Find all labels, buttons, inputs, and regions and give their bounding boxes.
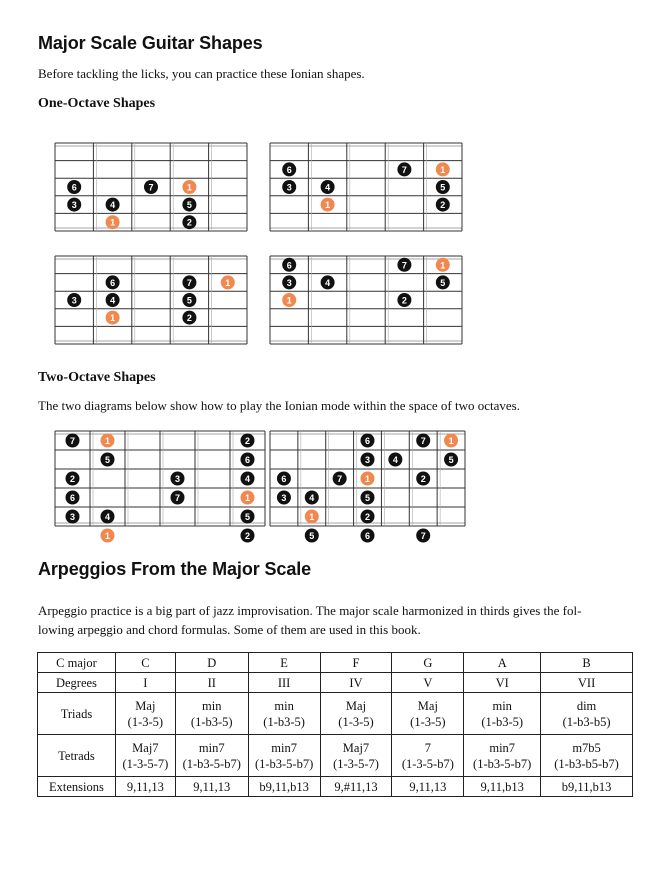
- chord-formula-table: [37, 652, 633, 797]
- table-cell: [320, 693, 392, 735]
- note-degree-label: 2: [420, 474, 426, 484]
- scale-note-dot: [282, 258, 296, 272]
- root-note-dot: [101, 434, 115, 448]
- table-cell: V: [392, 673, 464, 693]
- note-degree-label: 1: [104, 436, 111, 446]
- note-degree-label: 7: [401, 164, 407, 175]
- scale-note-dot: [67, 293, 81, 307]
- note-degree-label: 5: [186, 200, 192, 211]
- chord-formula: (1-b3-b5): [562, 714, 611, 729]
- table-cell: [320, 735, 392, 777]
- scale-note-dot: [416, 472, 430, 486]
- chord-formula: (1-3-5): [127, 714, 164, 729]
- table-cell: [464, 693, 541, 735]
- table-row-tetrads: [38, 735, 633, 777]
- scale-note-dot: [436, 180, 450, 194]
- two-octave-diagram-1: [55, 431, 265, 543]
- note-degree-label: 3: [174, 474, 181, 484]
- note-degree-label: 6: [71, 182, 77, 193]
- note-degree-label: 6: [244, 455, 251, 465]
- scale-note-dot: [361, 510, 375, 524]
- scale-note-dot: [66, 491, 80, 505]
- table-cell: [175, 693, 248, 735]
- two-octave-intro-text: The two diagrams below show how to play the Ionian mode within the space of two octaves.: [38, 398, 520, 413]
- chord-quality: Maj: [135, 698, 156, 713]
- table-cell: [175, 735, 248, 777]
- scale-note-dot: [182, 275, 196, 289]
- note-degree-label: 1: [309, 512, 315, 522]
- note-degree-label: 1: [225, 277, 231, 288]
- table-cell: [115, 693, 175, 735]
- chord-quality: min: [492, 698, 512, 713]
- chord-quality: dim: [576, 698, 597, 713]
- note-degree-label: 3: [69, 512, 76, 522]
- table-cell: [248, 693, 320, 735]
- table-cell: 9,#11,13: [320, 777, 392, 797]
- scale-note-dot: [241, 510, 255, 524]
- table-cell: [248, 735, 320, 777]
- note-degree-label: 5: [104, 455, 111, 465]
- note-degree-label: 5: [309, 531, 315, 541]
- scale-note-dot: [361, 434, 375, 448]
- root-note-dot: [444, 434, 458, 448]
- note-degree-label: 1: [440, 164, 446, 175]
- note-degree-label: 1: [440, 260, 446, 271]
- note-degree-label: 7: [420, 531, 426, 541]
- note-degree-label: 4: [325, 182, 331, 193]
- scale-note-dot: [361, 491, 375, 505]
- scale-note-dot: [397, 162, 411, 176]
- scale-note-dot: [182, 198, 196, 212]
- table-cell: D: [175, 653, 248, 673]
- table-cell: VII: [541, 673, 633, 693]
- chord-formula: (1-b3-5): [481, 714, 524, 729]
- scale-note-dot: [171, 472, 185, 486]
- chord-quality: m7b5: [572, 740, 601, 755]
- root-note-dot: [305, 510, 319, 524]
- root-note-dot: [182, 180, 196, 194]
- note-degree-label: 1: [244, 493, 251, 503]
- one-octave-diagram-4: [270, 256, 462, 344]
- table-row-extensions: [38, 777, 633, 797]
- scale-note-dot: [397, 293, 411, 307]
- scale-note-dot: [333, 472, 347, 486]
- note-degree-label: 2: [440, 200, 446, 211]
- note-degree-label: 7: [148, 182, 154, 193]
- note-degree-label: 7: [174, 493, 181, 503]
- chord-quality: 7: [424, 740, 431, 755]
- note-degree-label: 2: [186, 217, 192, 228]
- root-note-dot: [436, 258, 450, 272]
- root-note-dot: [321, 198, 335, 212]
- table-cell: [392, 735, 464, 777]
- scale-note-dot: [106, 275, 120, 289]
- chord-formula: (1-b3-5-b7): [254, 756, 314, 771]
- note-degree-label: 7: [401, 260, 407, 271]
- chord-quality: min7: [489, 740, 516, 755]
- note-degree-label: 1: [110, 313, 116, 324]
- note-degree-label: 7: [69, 436, 76, 446]
- note-degree-label: 4: [392, 455, 398, 465]
- section-heading-two-octave: Two-Octave Shapes: [38, 370, 156, 385]
- root-note-dot: [101, 529, 115, 543]
- table-cell: [541, 735, 633, 777]
- table-cell: IV: [320, 673, 392, 693]
- scale-note-dot: [101, 453, 115, 467]
- scale-note-dot: [282, 275, 296, 289]
- scale-note-dot: [67, 180, 81, 194]
- note-degree-label: 5: [364, 493, 371, 503]
- scale-note-dot: [144, 180, 158, 194]
- table-cell: Triads: [38, 693, 116, 735]
- scale-note-dot: [241, 472, 255, 486]
- note-degree-label: 4: [244, 474, 251, 484]
- table-row-degrees: [38, 673, 633, 693]
- chord-formula: (1-3-5-7): [333, 756, 379, 771]
- scale-note-dot: [182, 293, 196, 307]
- note-degree-label: 3: [281, 493, 287, 503]
- table-cell: Tetrads: [38, 735, 116, 777]
- arpeggio-paragraph-line-1: Arpeggio practice is a big part of jazz improvisation. The major scale harmonized in thirds gives the fol-: [38, 603, 582, 618]
- note-degree-label: 3: [364, 455, 371, 465]
- note-degree-label: 2: [244, 436, 251, 446]
- table-cell: b9,11,b13: [541, 777, 633, 797]
- note-degree-label: 2: [69, 474, 76, 484]
- scale-note-dot: [282, 180, 296, 194]
- arpeggio-paragraph: [38, 601, 638, 639]
- scale-note-dot: [321, 180, 335, 194]
- scale-note-dot: [397, 258, 411, 272]
- note-degree-label: 1: [286, 295, 292, 306]
- note-degree-label: 1: [104, 531, 111, 541]
- note-degree-label: 1: [364, 474, 371, 484]
- note-degree-label: 5: [440, 277, 446, 288]
- root-note-dot: [106, 311, 120, 325]
- note-degree-label: 4: [104, 512, 111, 522]
- table-cell: II: [175, 673, 248, 693]
- scale-note-dot: [66, 510, 80, 524]
- note-degree-label: 7: [337, 474, 343, 484]
- one-octave-diagram-3: [55, 256, 247, 344]
- scale-note-dot: [444, 453, 458, 467]
- chord-formula: (1-3-5-b7): [401, 756, 454, 771]
- note-degree-label: 3: [286, 182, 292, 193]
- note-degree-label: 5: [244, 512, 251, 522]
- scale-note-dot: [66, 434, 80, 448]
- chord-quality: Maj7: [132, 740, 159, 755]
- chord-formula: (1-b3-5-b7): [473, 756, 532, 771]
- root-note-dot: [106, 215, 120, 229]
- root-note-dot: [241, 491, 255, 505]
- chord-quality: Maj7: [342, 740, 370, 755]
- note-degree-label: 5: [440, 182, 446, 193]
- table-cell: b9,11,b13: [248, 777, 320, 797]
- note-degree-label: 6: [69, 493, 76, 503]
- scale-note-dot: [66, 472, 80, 486]
- table-cell: 9,11,13: [175, 777, 248, 797]
- scale-note-dot: [416, 434, 430, 448]
- scale-note-dot: [277, 472, 291, 486]
- chord-formula: (1-3-5): [338, 714, 374, 729]
- chord-quality: min7: [271, 740, 297, 755]
- scale-note-dot: [321, 275, 335, 289]
- scale-note-dot: [361, 529, 375, 543]
- scale-note-dot: [106, 198, 120, 212]
- chord-quality: Maj: [417, 698, 438, 713]
- scale-note-dot: [101, 510, 115, 524]
- scale-note-dot: [182, 311, 196, 325]
- page-title: Major Scale Guitar Shapes: [38, 33, 263, 53]
- section-heading-one-octave: One-Octave Shapes: [38, 96, 156, 111]
- root-note-dot: [282, 293, 296, 307]
- chord-formula: (1-b3-b5-b7): [554, 756, 619, 771]
- note-degree-label: 5: [186, 295, 192, 306]
- note-degree-label: 6: [286, 164, 292, 175]
- table-cell: [464, 735, 541, 777]
- scale-note-dot: [182, 215, 196, 229]
- note-degree-label: 1: [325, 200, 331, 211]
- table-cell: Degrees: [38, 673, 116, 693]
- table-cell: E: [248, 653, 320, 673]
- note-degree-label: 6: [110, 277, 116, 288]
- chord-quality: min: [202, 698, 222, 713]
- table-cell: III: [248, 673, 320, 693]
- note-degree-label: 4: [309, 493, 315, 503]
- table-cell: 9,11,b13: [464, 777, 541, 797]
- scale-note-dot: [106, 293, 120, 307]
- note-degree-label: 3: [71, 295, 77, 306]
- note-degree-label: 4: [325, 277, 331, 288]
- scale-note-dot: [436, 198, 450, 212]
- scale-note-dot: [277, 491, 291, 505]
- table-cell: F: [320, 653, 392, 673]
- chord-formula: (1-b3-5): [190, 714, 233, 729]
- chord-quality: min7: [198, 740, 225, 755]
- table-cell: Extensions: [38, 777, 116, 797]
- table-cell: C major: [38, 653, 116, 673]
- table-row-triads: [38, 693, 633, 735]
- note-degree-label: 2: [244, 531, 251, 541]
- table-cell: [541, 693, 633, 735]
- table-cell: 9,11,13: [392, 777, 464, 797]
- note-degree-label: 3: [71, 200, 77, 211]
- scale-note-dot: [282, 162, 296, 176]
- note-degree-label: 1: [110, 217, 116, 228]
- chord-quality: min: [274, 698, 294, 713]
- scale-note-dot: [241, 453, 255, 467]
- chord-quality: Maj: [345, 698, 367, 713]
- two-octave-diagram-2: [270, 431, 465, 543]
- table-cell: C: [115, 653, 175, 673]
- one-octave-diagram-1: [55, 143, 247, 231]
- table-cell: VI: [464, 673, 541, 693]
- scale-note-dot: [416, 529, 430, 543]
- scale-note-dot: [241, 434, 255, 448]
- scale-note-dot: [241, 529, 255, 543]
- chord-formula: (1-3-5-7): [122, 756, 169, 771]
- table-cell: B: [541, 653, 633, 673]
- one-octave-diagram-2: [270, 143, 462, 231]
- note-degree-label: 6: [364, 436, 371, 446]
- note-degree-label: 1: [186, 182, 192, 193]
- chord-formula: (1-b3-5): [263, 714, 305, 729]
- note-degree-label: 4: [110, 200, 116, 211]
- note-degree-label: 2: [186, 313, 192, 324]
- root-note-dot: [361, 472, 375, 486]
- note-degree-label: 3: [286, 277, 292, 288]
- chord-formula: (1-b3-5-b7): [182, 756, 241, 771]
- table-header-row: [38, 653, 633, 673]
- scale-note-dot: [305, 529, 319, 543]
- note-degree-label: 1: [448, 436, 454, 446]
- note-degree-label: 7: [186, 277, 192, 288]
- scale-note-dot: [67, 198, 81, 212]
- table-cell: I: [115, 673, 175, 693]
- note-degree-label: 2: [364, 512, 371, 522]
- table-cell: [392, 693, 464, 735]
- scale-note-dot: [361, 453, 375, 467]
- chord-formula: (1-3-5): [410, 714, 446, 729]
- root-note-dot: [221, 275, 235, 289]
- arpeggios-heading: Arpeggios From the Major Scale: [38, 559, 312, 579]
- scale-note-dot: [436, 275, 450, 289]
- intro-text: Before tackling the licks, you can practice these Ionian shapes.: [38, 66, 365, 81]
- root-note-dot: [436, 162, 450, 176]
- table-cell: [115, 735, 175, 777]
- note-degree-label: 6: [286, 260, 292, 271]
- note-degree-label: 4: [110, 295, 116, 306]
- note-degree-label: 2: [401, 295, 407, 306]
- note-degree-label: 5: [448, 455, 454, 465]
- table-cell: A: [464, 653, 541, 673]
- scale-note-dot: [388, 453, 402, 467]
- arpeggio-paragraph-line-2: lowing arpeggio and chord formulas. Some of them are used in this book.: [38, 622, 421, 637]
- scale-note-dot: [171, 491, 185, 505]
- note-degree-label: 6: [281, 474, 287, 484]
- table-cell: G: [392, 653, 464, 673]
- scale-note-dot: [305, 491, 319, 505]
- note-degree-label: 7: [420, 436, 426, 446]
- table-cell: 9,11,13: [115, 777, 175, 797]
- note-degree-label: 6: [364, 531, 371, 541]
